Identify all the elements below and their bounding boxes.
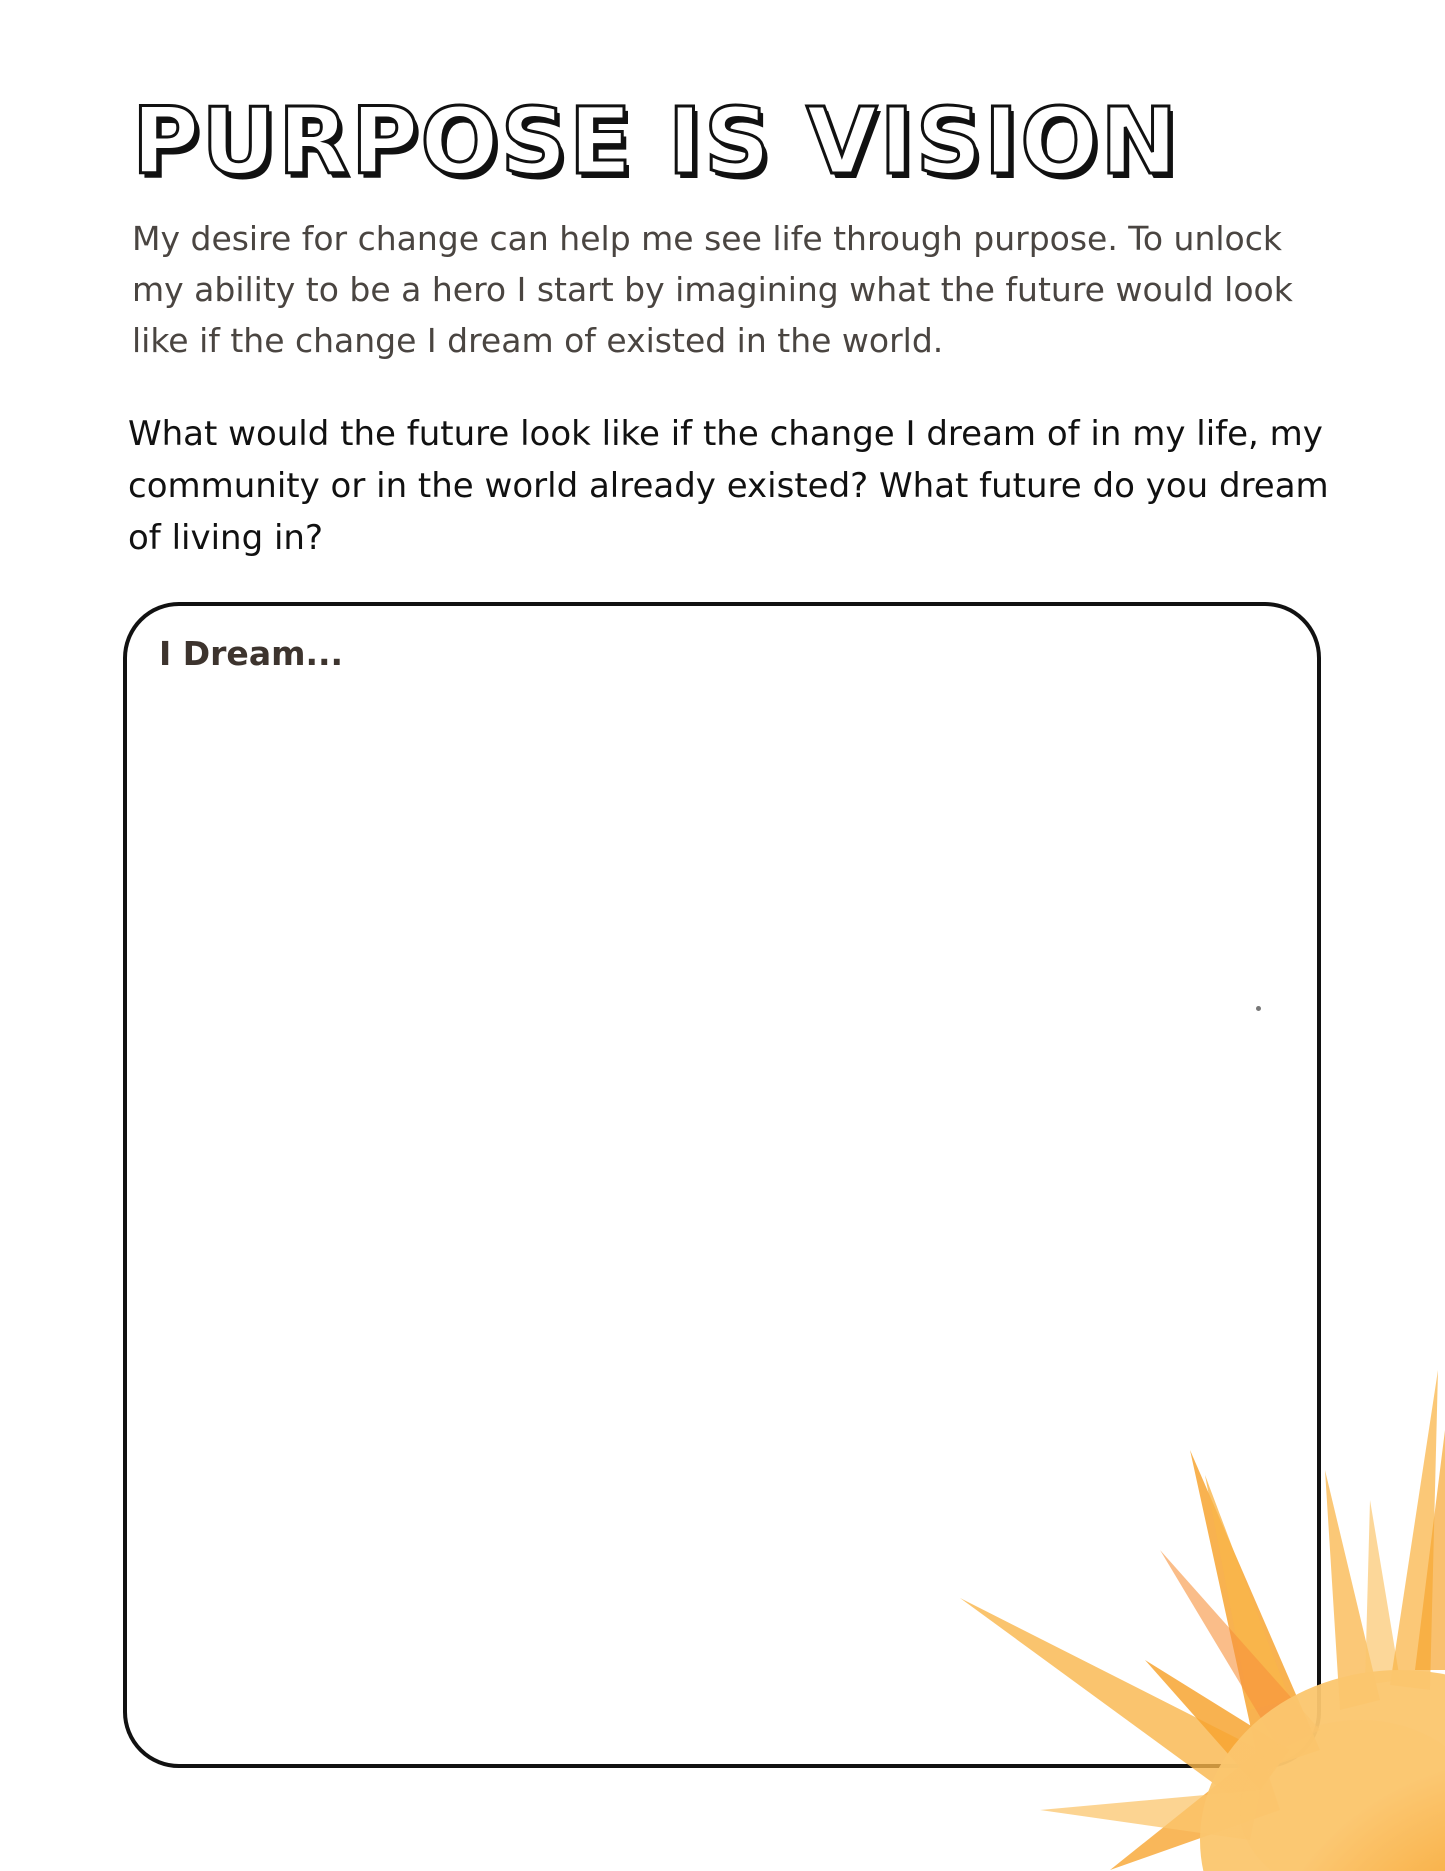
watercolor-sun-icon xyxy=(960,1370,1445,1871)
question-prompt: What would the future look like if the change I dream of in my life, my community or in the world already existed? What future do you dream of living in? xyxy=(128,414,1329,558)
intro-paragraph: My desire for change can help me see life through purpose. To unlock my ability to be a hero I start by imagining what the future would look like if the change I dream of existed in the world. xyxy=(132,219,1293,360)
page-title: PURPOSE IS VISION xyxy=(132,88,1180,195)
stray-dot xyxy=(1256,1006,1261,1011)
answer-box-label: I Dream... xyxy=(159,634,344,673)
